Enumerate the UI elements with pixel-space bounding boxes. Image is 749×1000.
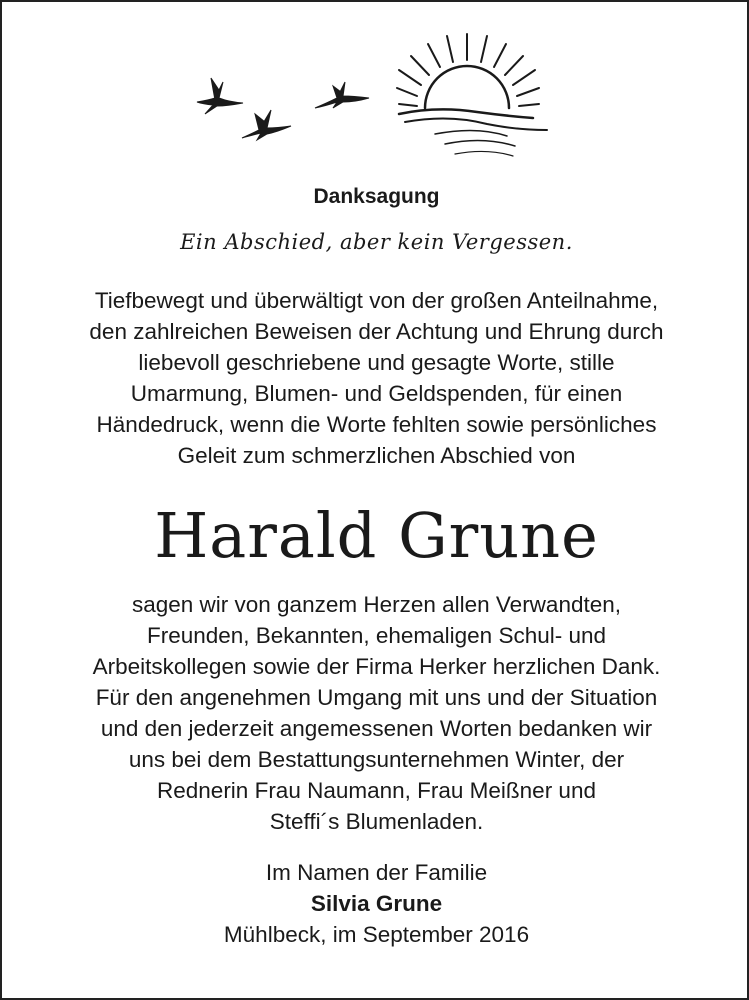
- text-line: Tiefbewegt und überwältigt von der großen Anteilnahme,: [94, 288, 659, 313]
- flying-birds-icon: [197, 78, 369, 140]
- intro-paragraph: [2, 285, 749, 471]
- text-line: Arbeitskollegen sowie der Firma Herker herzlichen Dank.: [92, 654, 661, 679]
- bird-icon: [197, 78, 243, 114]
- text-line: den zahlreichen Beweisen der Achtung und Ehrung durch: [89, 319, 664, 344]
- thanks-paragraph: [2, 589, 749, 837]
- on-behalf-line: Im Namen der Familie: [265, 860, 488, 885]
- bird-icon: [242, 110, 291, 140]
- bird-icon: [315, 82, 369, 108]
- text-line: Händedruck, wenn die Worte fehlten sowie persönliches: [96, 412, 657, 437]
- sunrise-over-hills-icon: [397, 34, 547, 156]
- deceased-name: Harald Grune: [154, 499, 599, 572]
- heading: Danksagung: [313, 185, 440, 208]
- text-line: Rednerin Frau Naumann, Frau Meißner und: [157, 778, 596, 803]
- text-line: sagen wir von ganzem Herzen allen Verwandten,: [131, 592, 622, 617]
- closing-block: [2, 857, 749, 950]
- text-line: uns bei dem Bestattungsunternehmen Winter, der: [128, 747, 625, 772]
- place-date: Mühlbeck, im September 2016: [223, 922, 530, 947]
- text-line: Geleit zum schmerzlichen Abschied von: [177, 443, 576, 468]
- text-line: Umarmung, Blumen- und Geldspenden, für einen: [130, 381, 623, 406]
- decoration-artwork: [187, 30, 557, 165]
- signer-name: Silvia Grune: [310, 891, 443, 916]
- text-line: Steffi´s Blumenladen.: [269, 809, 484, 834]
- motto: Ein Abschied, aber kein Vergessen.: [180, 230, 573, 254]
- text-line: Freunden, Bekannten, ehemaligen Schul- und: [146, 623, 607, 648]
- text-line: und den jederzeit angemessenen Worten bedanken wir: [100, 716, 653, 741]
- text-line: Für den angenehmen Umgang mit uns und der Situation: [95, 685, 658, 710]
- text-line: liebevoll geschriebene und gesagte Worte, stille: [138, 350, 615, 375]
